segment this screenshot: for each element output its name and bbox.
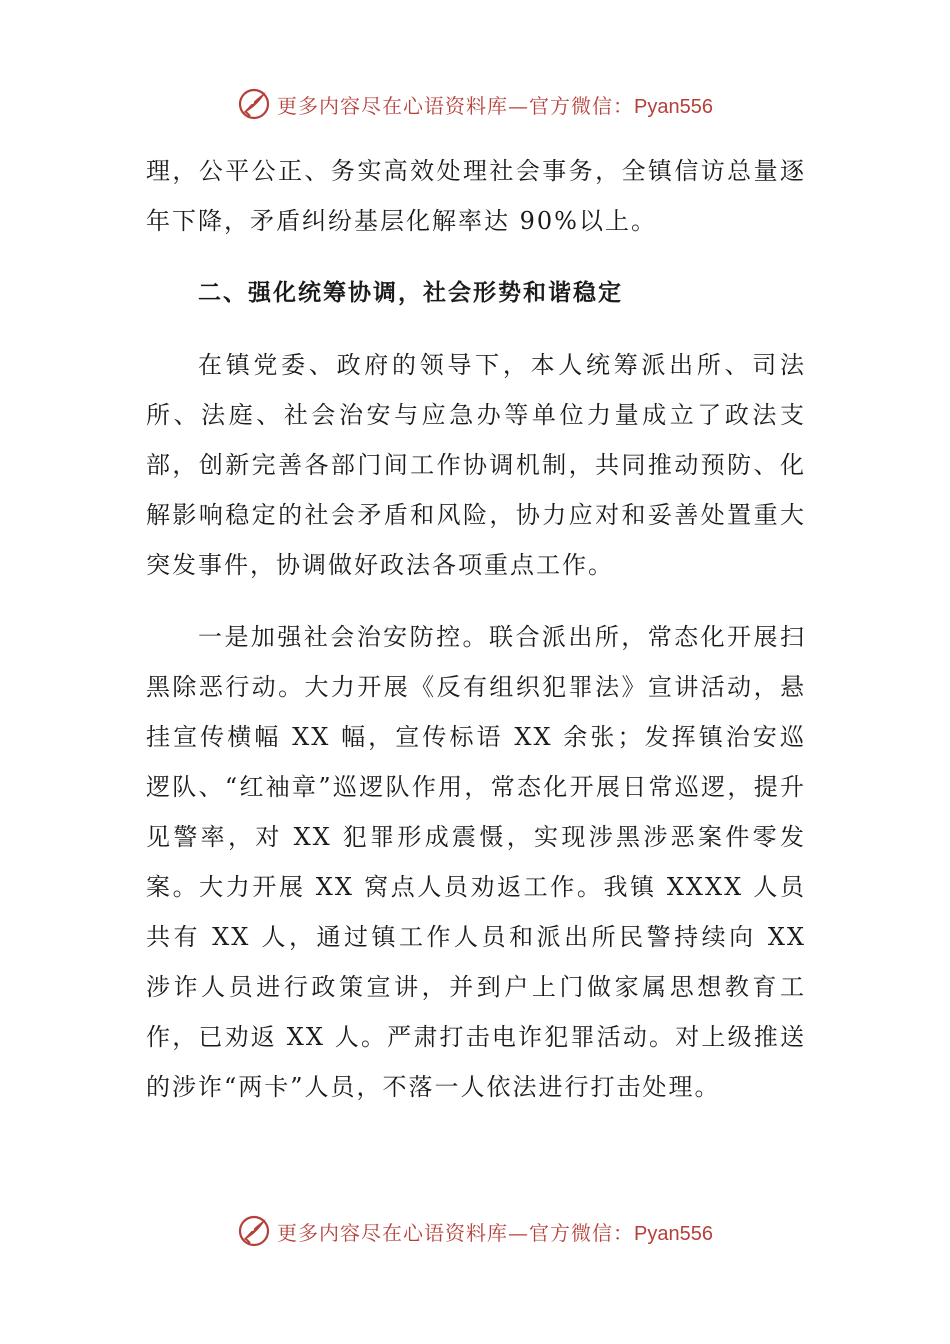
watermark-wechat-id: Pyan556 xyxy=(634,1222,713,1245)
watermark-wechat-id: Pyan556 xyxy=(634,95,713,118)
section-heading-2: 二、强化统筹协调，社会形势和谐稳定 xyxy=(198,280,623,306)
watermark-text xyxy=(277,1217,713,1246)
watermark-caption: 更多内容尽在心语资料库—官方微信： xyxy=(277,1220,635,1245)
header-watermark xyxy=(0,84,950,124)
quill-logo-icon xyxy=(237,87,271,121)
watermark-text xyxy=(277,90,713,119)
document-body xyxy=(146,146,806,1112)
quill-logo-icon xyxy=(237,1214,271,1248)
paragraph-security: 一是加强社会治安防控。联合派出所，常态化开展扫黑除恶行动。大力开展《反有组织犯罪法》宣讲活动，悬挂宣传横幅 XX 幅，宣传标语 XX 余张；发挥镇治安巡逻队、“红袖章”巡逻队作用，常态化开展日常巡逻，提升见警率，对 XX 犯罪形成震慑，实现涉黑涉恶案件零发案。大力开展 XX 窝点人员劝返工作。我镇 XXXX 人员共有 XX 人，通过镇工作人员和派出所民警持续向 XX 涉诈人员进行政策宣讲，并到户上门做家属思想教育工作，已劝返 XX 人。严肃打击电诈犯罪活动。对上级推送的涉诈“两卡”人员，不落一人依法进行打击处理。 xyxy=(146,623,806,1101)
footer-watermark xyxy=(0,1211,950,1251)
watermark-caption: 更多内容尽在心语资料库—官方微信： xyxy=(277,93,635,118)
paragraph-coordination: 在镇党委、政府的领导下，本人统筹派出所、司法所、法庭、社会治安与应急办等单位力量成立了政法支部，创新完善各部门间工作协调机制，共同推动预防、化解影响稳定的社会矛盾和风险，协力应对和妥善处置重大突发事件，协调做好政法各项重点工作。 xyxy=(146,351,806,579)
paragraph-intro: 理，公平公正、务实高效处理社会事务，全镇信访总量逐年下降，矛盾纠纷基层化解率达 90%以上。 xyxy=(146,157,806,235)
